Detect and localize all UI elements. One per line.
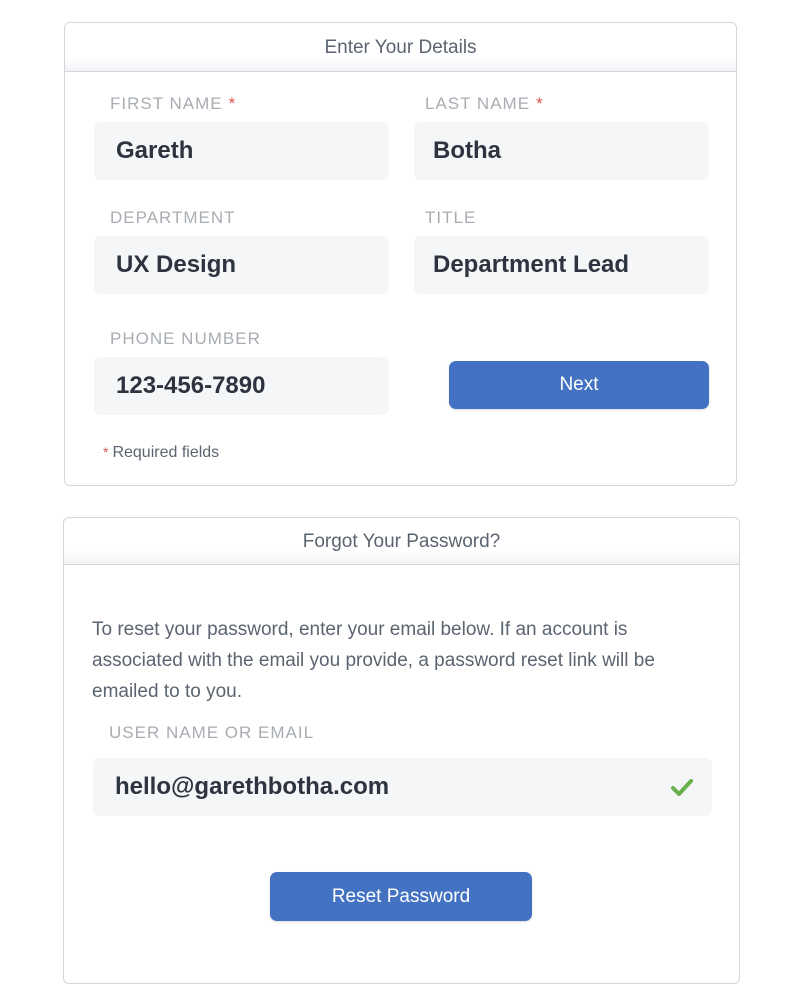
phone-number-label: PHONE NUMBER bbox=[110, 329, 261, 348]
first-name-label-text: FIRST NAME bbox=[110, 94, 223, 113]
details-form-card bbox=[64, 22, 737, 486]
required-fields-note bbox=[103, 444, 219, 462]
department-label: DEPARTMENT bbox=[110, 208, 236, 227]
last-name-label bbox=[425, 94, 544, 114]
title-label: TITLE bbox=[425, 208, 477, 227]
last-name-required-mark: * bbox=[536, 94, 544, 113]
email-input-value: hello@garethbotha.com bbox=[115, 773, 390, 800]
checkmark-icon bbox=[670, 775, 694, 799]
email-label: USER NAME OR EMAIL bbox=[109, 723, 315, 742]
reset-instructions: To reset your password, enter your email below. If an account is associated with the email you provide, a password reset link will be emailed to to you. bbox=[92, 619, 655, 702]
reset-password-button[interactable]: Reset Password bbox=[270, 872, 532, 921]
phone-number-input[interactable]: 123-456-7890 bbox=[94, 357, 389, 415]
details-form-title: Enter Your Details bbox=[65, 23, 736, 72]
next-button[interactable]: Next bbox=[449, 361, 709, 409]
forgot-password-title: Forgot Your Password? bbox=[64, 518, 739, 565]
department-input[interactable]: UX Design bbox=[94, 236, 389, 294]
first-name-required-mark: * bbox=[228, 94, 237, 113]
first-name-input[interactable]: Gareth bbox=[94, 122, 389, 180]
first-name-label bbox=[110, 94, 236, 114]
title-input[interactable]: Department Lead bbox=[414, 236, 709, 294]
last-name-input[interactable]: Botha bbox=[414, 122, 709, 180]
required-note-mark: * bbox=[103, 444, 109, 460]
email-input[interactable] bbox=[93, 758, 712, 816]
last-name-label-text: LAST NAME bbox=[425, 94, 531, 113]
forgot-password-card bbox=[63, 517, 740, 984]
required-note-text: Required fields bbox=[112, 444, 220, 461]
